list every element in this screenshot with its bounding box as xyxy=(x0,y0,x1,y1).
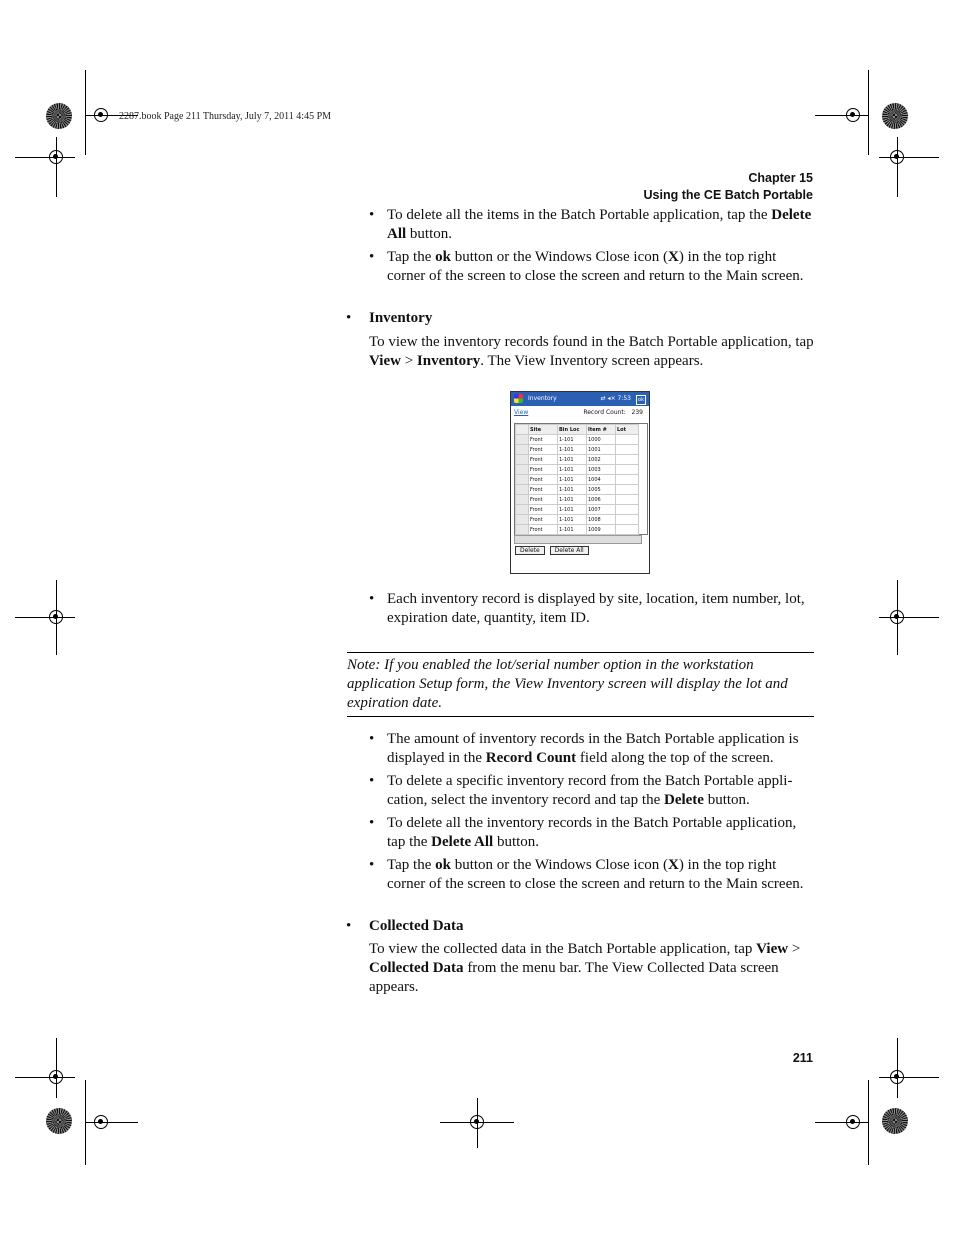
table-cell: Front xyxy=(529,475,558,485)
list-item xyxy=(347,309,817,328)
list-item: • To delete all the inventory records in the Batch Portable application, tap the Delete All button. xyxy=(369,815,797,850)
table-cell: 1007 xyxy=(587,505,616,515)
crop-line xyxy=(85,1122,138,1123)
crop-line xyxy=(85,70,86,155)
list-item: • Tap the ok button or the Windows Close icon (X) in the top right corner of the screen to close the screen and return to the Main screen. xyxy=(369,249,804,284)
table-cell xyxy=(616,515,639,525)
device-title: Inventory xyxy=(528,395,557,402)
bullet-icon: • xyxy=(369,857,375,873)
crop-line xyxy=(56,1038,57,1098)
bullet-icon: • xyxy=(346,310,352,326)
table-row xyxy=(516,465,639,475)
device-titlebar xyxy=(511,392,649,406)
chapter-label: Chapter 15 xyxy=(748,171,813,185)
crop-line xyxy=(868,1080,869,1165)
table-header-row: Site Bin Loc Item # Lot xyxy=(516,425,639,435)
print-slug: 2287.book Page 211 Thursday, July 7, 2011 4:45 PM xyxy=(119,111,332,122)
horizontal-scrollbar xyxy=(514,535,642,544)
note-rule-bottom xyxy=(347,716,814,717)
crop-line xyxy=(15,617,75,618)
note-rule-top xyxy=(347,652,814,653)
section-label: Using the CE Batch Portable xyxy=(643,188,813,202)
bullet-icon: • xyxy=(369,773,375,789)
table-cell: Front xyxy=(529,515,558,525)
list-item: • Each inventory record is displayed by site, location, item number, lot, expiration date, quantity, item ID. xyxy=(369,591,805,626)
page-number: 211 xyxy=(792,1051,813,1065)
table-cell xyxy=(616,525,639,535)
table-cell: 1-101 xyxy=(558,475,587,485)
inventory-grid xyxy=(514,423,648,535)
table-row xyxy=(516,505,639,515)
bullet-icon: • xyxy=(369,249,375,265)
table-cell: 1-101 xyxy=(558,525,587,535)
crop-line xyxy=(815,115,868,116)
color-target-icon xyxy=(882,1108,908,1134)
registration-mark-icon xyxy=(49,1070,63,1084)
registration-mark-icon xyxy=(49,150,63,164)
table-cell xyxy=(616,485,639,495)
registration-mark-icon xyxy=(846,108,860,122)
table-cell xyxy=(616,475,639,485)
table-cell: Front xyxy=(529,455,558,465)
registration-mark-icon xyxy=(890,610,904,624)
table-cell: 1008 xyxy=(587,515,616,525)
table-row xyxy=(516,435,639,445)
table-cell: Front xyxy=(529,485,558,495)
table-cell xyxy=(616,445,639,455)
table-cell: 1-101 xyxy=(558,445,587,455)
table-cell: Front xyxy=(529,525,558,535)
bullet-icon: • xyxy=(369,731,375,747)
bullet-icon: • xyxy=(369,815,375,831)
table-cell: 1-101 xyxy=(558,465,587,475)
list-item: • To delete all the items in the Batch Portable application, tap the Delete All button. xyxy=(369,207,812,242)
table-cell: 1-101 xyxy=(558,495,587,505)
table-row xyxy=(516,455,639,465)
crop-line xyxy=(879,1077,939,1078)
table-cell xyxy=(616,455,639,465)
registration-mark-icon xyxy=(846,1115,860,1129)
crop-line xyxy=(815,1122,868,1123)
table-cell: 1003 xyxy=(587,465,616,475)
registration-mark-icon xyxy=(470,1115,484,1129)
crop-line xyxy=(15,157,75,158)
status-icons: ⇄ ◂× 7:53 xyxy=(600,395,631,402)
windows-start-icon xyxy=(514,394,523,403)
bullet-icon: • xyxy=(369,591,375,607)
bullet-icon: • xyxy=(369,207,375,223)
color-target-icon xyxy=(882,103,908,129)
table-cell xyxy=(616,495,639,505)
table-cell: Front xyxy=(529,445,558,455)
registration-mark-icon xyxy=(890,1070,904,1084)
table-cell: 1-101 xyxy=(558,515,587,525)
table-cell: Front xyxy=(529,495,558,505)
table-cell: 1006 xyxy=(587,495,616,505)
color-target-icon xyxy=(46,103,72,129)
table-cell: Front xyxy=(529,505,558,515)
table-row xyxy=(516,475,639,485)
list-item xyxy=(347,917,817,936)
table-cell xyxy=(616,465,639,475)
paragraph: To view the inventory records found in the Batch Portable application, tap View > Inventory. The View Inventory screen appears. xyxy=(369,334,814,369)
table-cell: 1-101 xyxy=(558,435,587,445)
device-menubar xyxy=(511,406,649,420)
crop-line xyxy=(897,137,898,197)
table-cell xyxy=(616,505,639,515)
table-cell: 1-101 xyxy=(558,485,587,495)
ok-button: ok xyxy=(636,395,646,405)
table-cell: 1-101 xyxy=(558,455,587,465)
list-item: • The amount of inventory records in the Batch Portable application is displayed in the Record Count field along the top of the screen. xyxy=(369,731,799,766)
registration-mark-icon xyxy=(49,610,63,624)
inventory-heading: Inventory xyxy=(369,310,433,326)
table-row xyxy=(516,445,639,455)
delete-all-button: Delete All xyxy=(550,546,589,555)
crop-line xyxy=(15,1077,75,1078)
crop-line xyxy=(897,1038,898,1098)
inventory-table xyxy=(515,424,639,535)
table-row xyxy=(516,525,639,535)
crop-line xyxy=(56,137,57,197)
table-row xyxy=(516,515,639,525)
table-cell: 1000 xyxy=(587,435,616,445)
table-cell: Front xyxy=(529,465,558,475)
table-cell: 1005 xyxy=(587,485,616,495)
note-text: Note: If you enabled the lot/serial number option in the workstation application Setup form, the View Inventory screen will display the lot and expiration date. xyxy=(347,657,788,711)
registration-mark-icon xyxy=(94,108,108,122)
color-target-icon xyxy=(46,1108,72,1134)
table-cell: 1004 xyxy=(587,475,616,485)
table-cell: 1009 xyxy=(587,525,616,535)
table-cell xyxy=(616,435,639,445)
crop-line xyxy=(868,70,869,155)
registration-mark-icon xyxy=(94,1115,108,1129)
table-row xyxy=(516,495,639,505)
crop-line xyxy=(879,157,939,158)
list-item: • Tap the ok button or the Windows Close icon (X) in the top right corner of the screen to close the screen and return to the Main screen. xyxy=(369,857,804,892)
inventory-screen-figure xyxy=(510,391,650,574)
paragraph: To view the collected data in the Batch Portable application, tap View > Collected Data from the menu bar. The View Collected Data screen appears. xyxy=(369,941,801,995)
crop-line xyxy=(879,617,939,618)
registration-mark-icon xyxy=(890,150,904,164)
menu-view: View xyxy=(514,409,529,416)
collected-data-heading: Collected Data xyxy=(369,918,464,934)
table-cell: 1-101 xyxy=(558,505,587,515)
table-cell: Front xyxy=(529,435,558,445)
table-row xyxy=(516,485,639,495)
device-buttons xyxy=(515,546,592,555)
record-count: Record Count: 239 xyxy=(583,409,643,416)
list-item: • To delete a specific inventory record from the Batch Portable appli-cation, select the inventory record and tap the Delete button. xyxy=(369,773,793,808)
delete-button: Delete xyxy=(515,546,545,555)
bullet-icon: • xyxy=(346,918,352,934)
table-cell: 1001 xyxy=(587,445,616,455)
table-cell: 1002 xyxy=(587,455,616,465)
